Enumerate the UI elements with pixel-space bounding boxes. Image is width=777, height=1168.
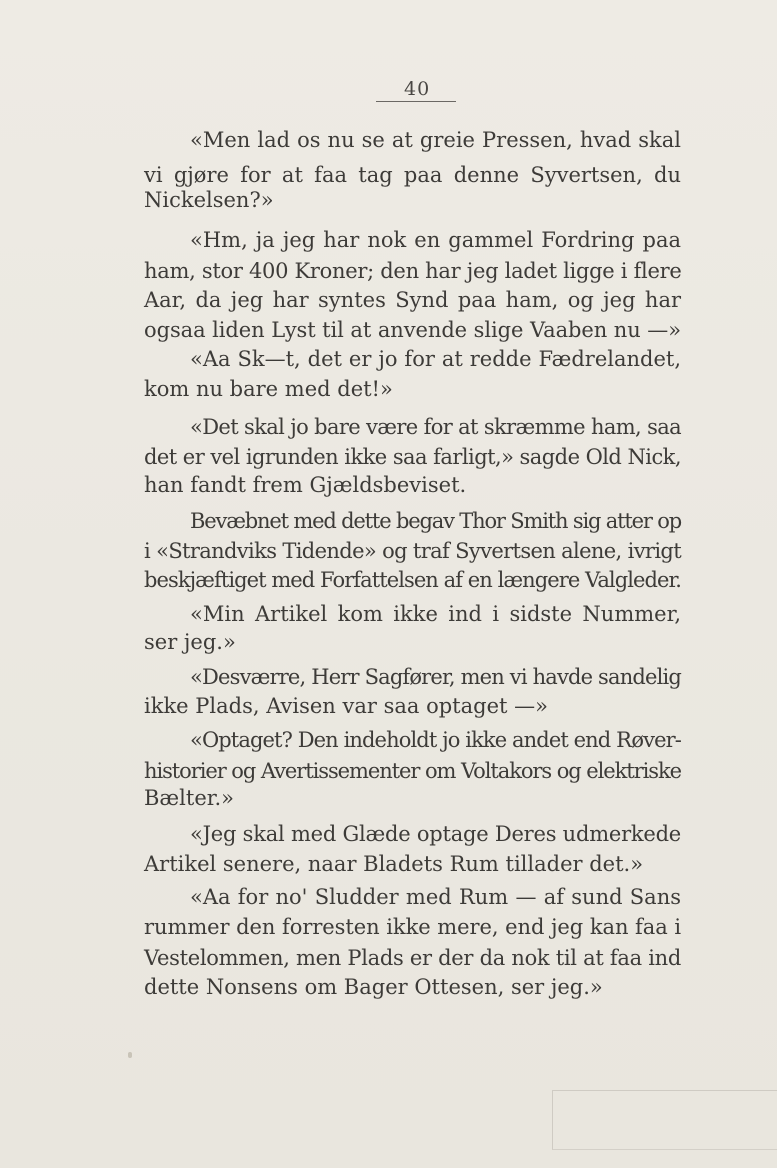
text-line-content: «Det skal jo bare være for at skræmme ham, saa	[190, 415, 681, 439]
text-line-content: ogsaa liden Lyst til at anvende slige Vaaben nu —»	[144, 318, 681, 342]
text-line-content: kom nu bare med det!»	[144, 377, 393, 401]
text-line-content: beskjæftiget med Forfattelsen af en længere Valgleder.	[144, 568, 681, 592]
text-line-content: i «Strandviks Tidende» og traf Syvertsen alene, ivrigt	[144, 539, 681, 563]
scan-corner-mark	[552, 1090, 777, 1150]
text-line-content: ham, stor 400 Kroner; den har jeg ladet ligge i flere	[144, 259, 682, 283]
text-line-content: «Men lad os nu se at greie Pressen, hvad skal	[190, 128, 681, 152]
text-line-content: Bælter.»	[144, 786, 235, 810]
text-line-content: Vestelommen, men Plads er der da nok til at faa ind	[144, 946, 681, 970]
text-line-content: ikke Plads, Avisen var saa optaget —»	[144, 694, 548, 718]
text-line-content: «Jeg skal med Glæde optage Deres udmerkede	[190, 822, 681, 846]
text-line-content: dette Nonsens om Bager Ottesen, ser jeg.»	[144, 975, 603, 999]
text-line-content: det er vel igrunden ikke saa farligt,» sagde Old Nick,	[144, 445, 681, 469]
text-line-content: «Aa for no' Sludder med Rum — af sund Sans	[190, 885, 681, 909]
text-line-content: Artikel senere, naar Bladets Rum tillader det.»	[144, 852, 644, 876]
text-line-content: historier og Avertissementer om Voltakors og elektriske	[144, 759, 681, 783]
text-line-content: ser jeg.»	[144, 630, 236, 654]
text-line-content: han fandt frem Gjældsbeviset.	[144, 473, 467, 497]
text-line-content: Bevæbnet med dette begav Thor Smith sig atter op	[190, 509, 681, 533]
text-line-content: Nickelsen?»	[144, 188, 274, 212]
text-line-content: «Aa Sk—t, det er jo for at redde Fædrelandet,	[190, 347, 681, 371]
text-line-content: Aar, da jeg har syntes Synd paa ham, og jeg har	[144, 288, 681, 312]
text-line-content: «Desværre, Herr Sagfører, men vi havde sandelig	[190, 665, 681, 689]
text-line-content: rummer den forresten ikke mere, end jeg kan faa i	[144, 915, 681, 939]
text-line-content: «Optaget? Den indeholdt jo ikke andet end Røver-	[190, 728, 681, 752]
page-number-rule	[376, 101, 456, 102]
text-line-content: «Min Artikel kom ikke ind i sidste Nummer,	[190, 602, 681, 626]
paper-speck	[128, 1052, 132, 1058]
page-number: 40	[404, 78, 431, 100]
text-line-content: «Hm, ja jeg har nok en gammel Fordring paa	[190, 228, 681, 252]
text-line-content: vi gjøre for at faa tag paa denne Syvertsen, du	[144, 163, 681, 187]
